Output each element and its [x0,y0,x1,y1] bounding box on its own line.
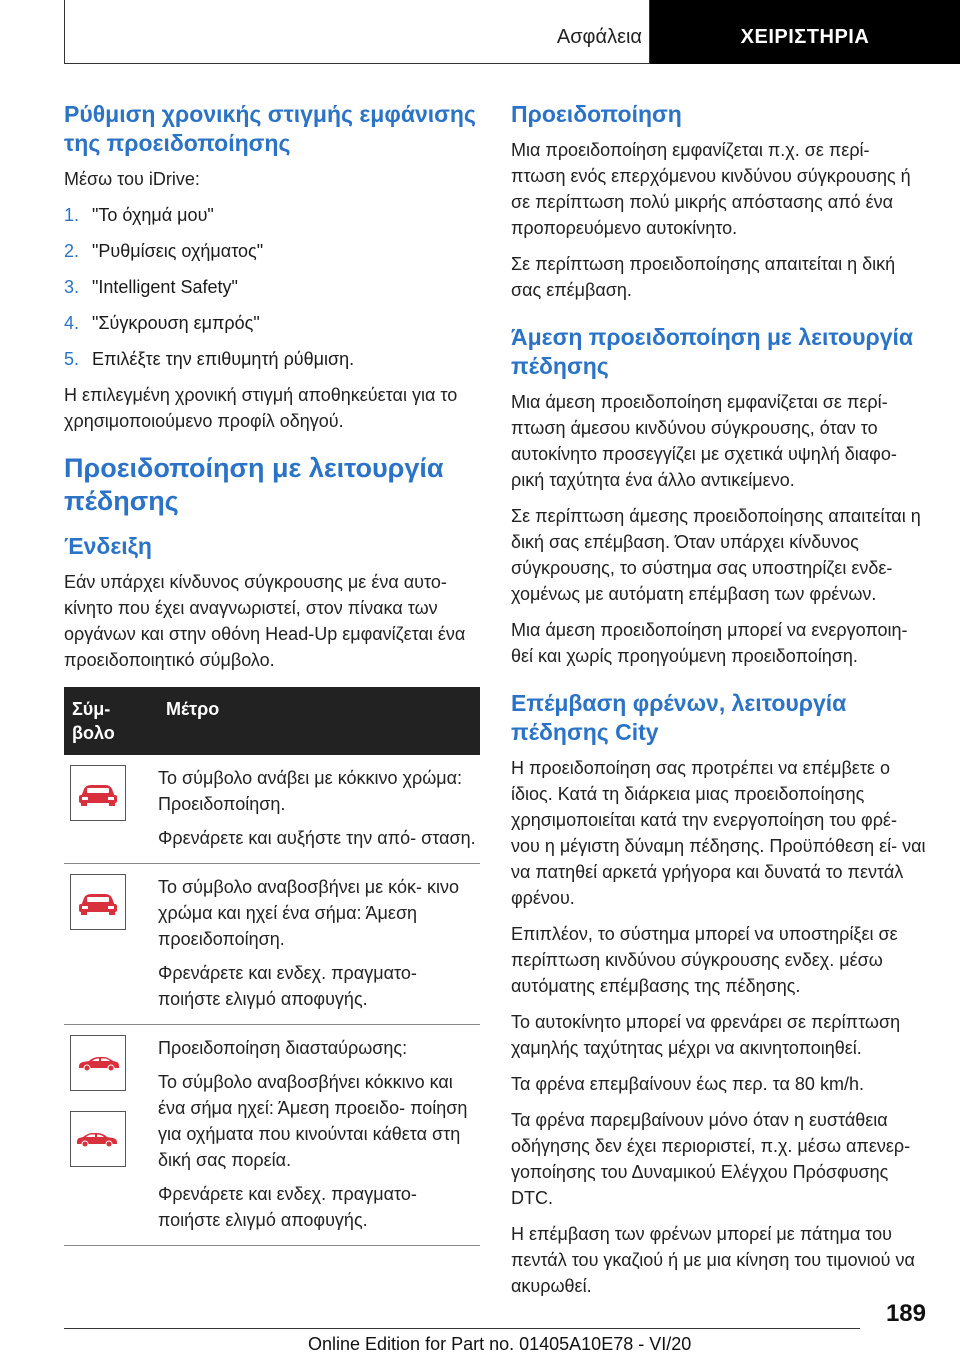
step-text: "Ρυθμίσεις οχήματος" [92,241,264,261]
indication-heading: Ένδειξη [64,533,152,559]
left-column [64,100,480,1246]
city-text: Τα φρένα επεμβαίνουν έως περ. τα 80 km/h. [511,1074,864,1094]
step-item [64,202,480,228]
city-text: Η επέμβαση των φρένων μπορεί με πάτημα του πεντάλ του γκαζιού ή με μια κίνηση του τιμονιού να ακυρωθεί. [511,1224,915,1296]
step-number: 1. [64,205,80,225]
timing-heading: Ρύθμιση χρονικής στιγμής εμφάνισης της προειδοποίησης [64,101,476,156]
measure-text: Φρενάρετε και ενδεχ. πραγματο- ποιήστε ελιγμό αποφυγής. [158,963,417,1009]
page-number: 189 [885,1300,926,1327]
city-braking-heading: Επέμβαση φρένων, λειτουργία πέδησης City [511,690,847,745]
step-text: "Σύγκρουση εμπρός" [92,313,260,333]
step-number: 5. [64,349,80,369]
step-item [64,310,480,336]
measure-text: Φρενάρετε και ενδεχ. πραγματο- ποιήστε ελιγμό αποφυγής. [158,1184,417,1230]
measure-text: Το σύμβολο αναβοσβήνει κόκκινο και ένα σήμα ηχεί: Άμεση προειδο- ποίηση για οχήματα που κινούνται κάθετα στη δική σας πορεία. [158,1072,468,1170]
measure-cell [158,1025,480,1246]
timing-note: Η επιλεγμένη χρονική στιγμή αποθηκεύεται για το χρησιμοποιούμενο προφίλ οδηγού. [64,385,458,431]
table-row [64,1025,480,1246]
step-text: "Το όχημά μου" [92,205,214,225]
col-header-measure: Μέτρο [158,687,480,755]
city-text: Τα φρένα παρεμβαίνουν μόνο όταν η ευστάθεια οδήγησης δεν έχει περιοριστεί, π.χ. μέσω απενερ- γοποίησης του Δυναμικού Ελέγχου Πρόσφυσης DTC. [511,1110,911,1208]
edition-note: Online Edition for Part no. 01405A10E78 - VI/20 [308,1334,692,1354]
table-row [64,755,480,864]
measure-cell [158,755,480,864]
measure-text: Προειδοποίηση διασταύρωσης: [158,1038,408,1058]
measure-text: Το σύμβολο αναβοσβήνει με κόκ- κινο χρώμα και ηχεί ένα σήμα: Άμεση προειδοποίηση. [158,877,459,949]
city-text: Επιπλέον, το σύστημα μπορεί να υποστηρίξει σε περίπτωση κινδύνου σύγκρουσης ενδεχ. μέσω αυτόματης επέμβασης της πέδησης. [511,924,898,996]
indication-text: Εάν υπάρχει κίνδυνος σύγκρουσης με ένα αυτο- κίνητο που έχει αναγνωριστεί, στον πίνακα των οργάνων και στην οθόνη Head-Up εμφανίζεται ένα προειδοποιητικό σύμβολο. [64,572,466,670]
step-item [64,346,480,372]
cross-traffic-car-right-icon [70,1111,126,1167]
symbol-cell [64,864,158,1025]
timing-steps [64,202,480,372]
warning-text: Μια προειδοποίηση εμφανίζεται π.χ. σε περί- πτωση ενός επερχόμενου κινδύνου σύγκρουσης ή σε περίπτωση πολύ μικρής απόστασης από ένα προπορευόμενο αυτοκίνητο. [511,140,911,238]
symbol-table [64,687,480,1246]
right-column [511,100,927,1309]
table-header-row [64,687,480,755]
immediate-warning-heading: Άμεση προειδοποίηση με λειτουργία πέδησης [511,324,914,379]
page-header [64,0,960,64]
cross-traffic-car-left-icon [70,1035,126,1091]
warning-braking-heading: Προειδοποίηση με λειτουργία πέδησης [64,453,444,516]
symbol-cell [64,755,158,864]
city-text: Η προειδοποίηση σας προτρέπει να επέμβετε ο ίδιος. Κατά τη διάρκεια μιας προειδοποίησης χρησιμοποιείται κατά την ενεργοποίηση του φρέ- νου η μέγιστη δύναμη πέδησης. Προϋπόθεση εί- ναι να πατηθεί αρκετά γρήγορα και δυνατά το πεντάλ φρένου. [511,758,926,908]
step-text: Επιλέξτε την επιθυμητή ρύθμιση. [92,349,355,369]
timing-intro: Μέσω του iDrive: [64,169,200,189]
step-text: "Intelligent Safety" [92,277,238,297]
immediate-text: Σε περίπτωση άμεσης προειδοποίησης απαιτείται η δική σας επέμβαση. Όταν υπάρχει κίνδυνος σύγκρουσης, το σύστημα σας υποστηρίζει ενδε- χομένως με αυτόματη επέμβαση των φρένων. [511,506,921,604]
collision-warning-icon [70,765,126,821]
header-section-title: Ασφάλεια [556,26,642,48]
measure-text: Το σύμβολο ανάβει με κόκκινο χρώμα: Προειδοποίηση. [158,768,463,814]
step-number: 3. [64,277,80,297]
footer-divider [64,1328,860,1329]
warning-heading: Προειδοποίηση [511,101,682,127]
city-text: Το αυτοκίνητο μπορεί να φρενάρει σε περίπτωση χαμηλής ταχύτητας μέχρι να ακινητοποιηθεί. [511,1012,901,1058]
header-chapter-tab: ΧΕΙΡΙΣΤΗΡΙΑ [650,0,960,64]
step-number: 4. [64,313,80,333]
step-item [64,238,480,264]
step-number: 2. [64,241,80,261]
collision-acute-warning-icon [70,874,126,930]
col-header-symbol: Σύμ- βολο [64,687,158,755]
step-item [64,274,480,300]
table-row [64,864,480,1025]
warning-text: Σε περίπτωση προειδοποίησης απαιτείται η δική σας επέμβαση. [511,254,896,300]
symbol-cell [64,1025,158,1246]
immediate-text: Μια άμεση προειδοποίηση εμφανίζεται σε περί- πτωση άμεσου κινδύνου σύγκρουσης, όταν το αυτοκίνητο προσεγγίζει με σχετικά υψηλή διαφο- ρική ταχύτητα ένα άλλο αντικείμενο. [511,392,897,490]
measure-cell [158,864,480,1025]
immediate-text: Μια άμεση προειδοποίηση μπορεί να ενεργοποιη- θεί και χωρίς προηγούμενη προειδοποίηση. [511,620,908,666]
measure-text: Φρενάρετε και αυξήστε την από- σταση. [158,828,476,848]
